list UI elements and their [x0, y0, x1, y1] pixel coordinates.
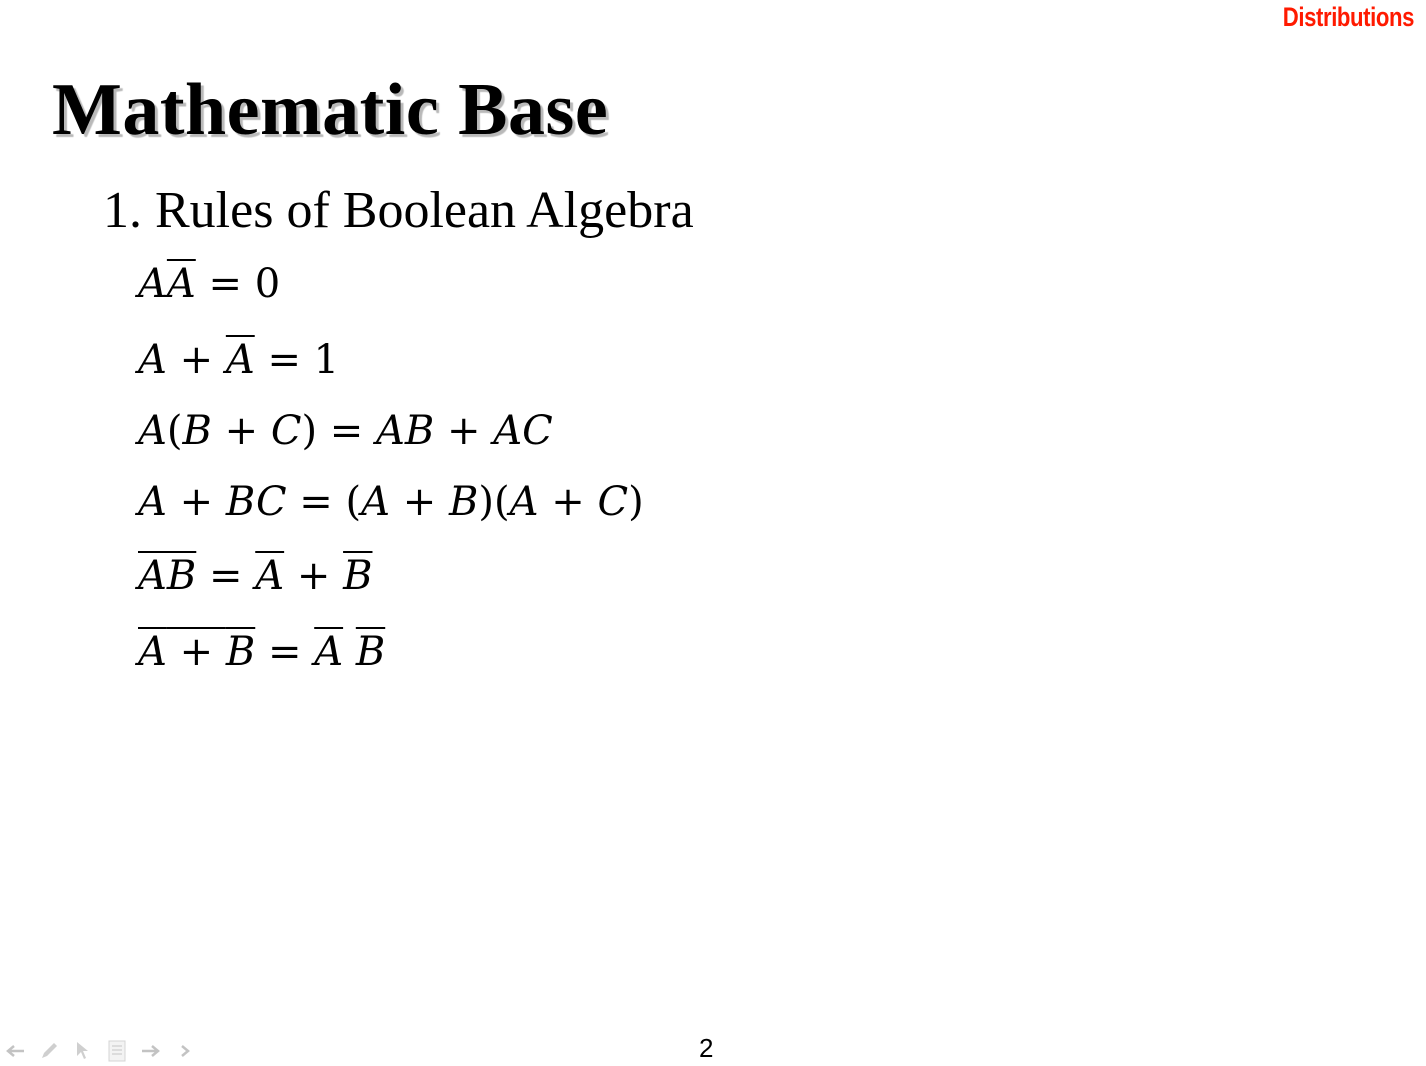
slide-nav-toolbar — [2, 1038, 198, 1064]
chevron-right-icon — [179, 1044, 191, 1058]
more-button[interactable] — [172, 1038, 198, 1064]
slide-menu-icon — [108, 1040, 126, 1062]
equation-3: A(B + C) = AB + AC — [138, 408, 553, 454]
section-label: Distributions — [1282, 2, 1414, 32]
pointer-icon — [75, 1041, 91, 1061]
slide-subtitle: 1. Rules of Boolean Algebra — [103, 182, 694, 239]
pointer-tool-button[interactable] — [70, 1038, 96, 1064]
equation-1: $A\overline{A} = 0$ — [138, 261, 281, 307]
previous-slide-button[interactable] — [2, 1038, 28, 1064]
next-slide-button[interactable] — [138, 1038, 164, 1064]
slide-title: Mathematic Base — [52, 69, 609, 151]
equation-2: $A + \overline{A} = 1$ — [138, 337, 340, 383]
pen-icon — [39, 1041, 59, 1061]
arrow-right-icon — [141, 1044, 161, 1058]
pen-tool-button[interactable] — [36, 1038, 62, 1064]
arrow-left-icon — [5, 1044, 25, 1058]
equation-6: $A + B = \overline{A}$ $\overline{B}$ — [138, 629, 386, 675]
page-number: 2 — [699, 1033, 714, 1063]
equation-4: A + BC = (A + B)(A + C) — [138, 479, 644, 525]
equation-5: $\overline{AB} = \overline{A} + \overline{B}$ — [138, 553, 373, 599]
slide-menu-button[interactable] — [104, 1038, 130, 1064]
